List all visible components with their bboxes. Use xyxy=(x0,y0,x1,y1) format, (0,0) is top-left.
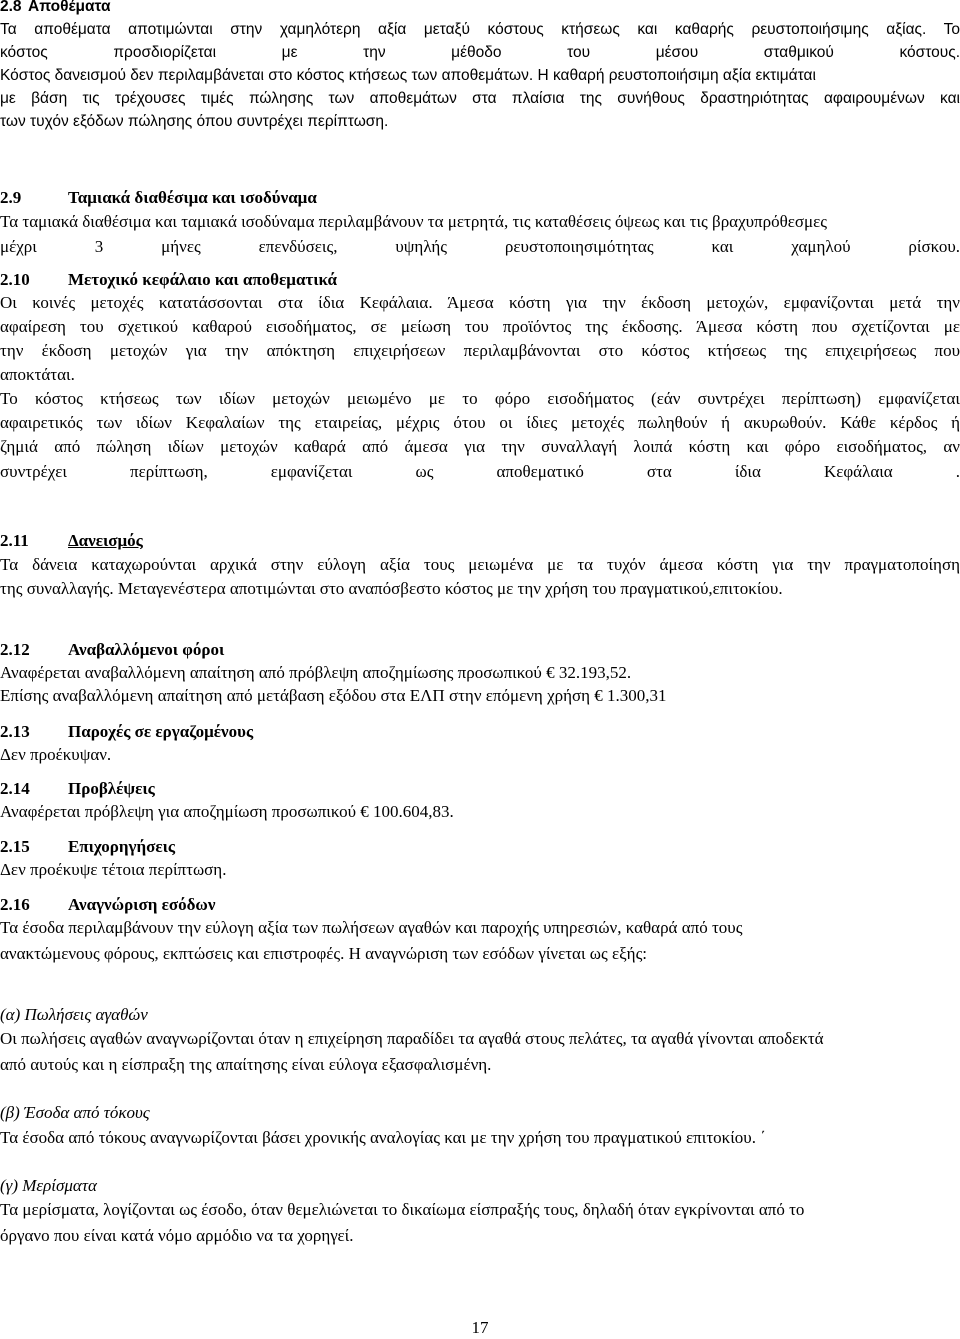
paragraph-line: Τα μερίσματα, λογίζονται ως έσοδο, όταν θεμελιώνεται το δικαίωμα είσπραξής τους, δηλαδή όταν εγκρίνονται από το xyxy=(0,1200,805,1219)
paragraph-line: Το κόστος κτήσεως των ιδίων μετοχών μειωμένο με το φόρο εισοδήματος (εάν συντρέχει περίπτωση) εμφανίζεται xyxy=(0,389,960,408)
paragraph-line: την έκδοση μετοχών για την απόκτηση επιχειρήσεων περιλαμβάνονται στο κόστος κτήσεως της επιχειρήσεως που xyxy=(0,341,960,360)
section-heading xyxy=(0,777,960,800)
paragraph-line: μέχρι 3 μήνες επενδύσεις, υψηλής ρευστοποιησιμότητας και χαμηλού ρίσκου. xyxy=(0,237,960,256)
paragraph-line: αφαίρεση του σχετικού καθαρού εισοδήματος, σε μείωση του προϊόντος της έκδοσης. Άμεσα κόστη που σχετίζονται με xyxy=(0,317,960,336)
section-number: 2.16 xyxy=(0,895,30,914)
paragraph-line: Οι κοινές μετοχές κατατάσσονται στα ίδια Κεφάλαια. Άμεσα κόστη για την έκδοση μετοχών, εμφανίζονται μετά την xyxy=(0,293,960,312)
subsection-title: (β) Έσοδα από τόκους xyxy=(0,1103,150,1122)
section-title: Αποθέματα xyxy=(28,0,111,15)
section-number: 2.15 xyxy=(0,837,30,856)
section-number: 2.13 xyxy=(0,722,30,741)
section-heading xyxy=(0,0,960,18)
section-number: 2.14 xyxy=(0,779,30,798)
section-number: 2.12 xyxy=(0,640,30,659)
paragraph-line: Τα αποθέματα αποτιμώνται στην χαμηλότερη αξία μεταξύ κόστους κτήσεως και καθαρής ρευστοποιήσιμης αξίας. Το xyxy=(0,21,960,38)
section-title: Επιχορηγήσεις xyxy=(68,837,176,856)
section-heading xyxy=(0,835,960,858)
section-title: Προβλέψεις xyxy=(68,779,155,798)
subsection-title: (γ) Μερίσματα xyxy=(0,1176,97,1195)
paragraph-line: της συναλλαγής. Μεταγενέστερα αποτιμώνται στο αναπόσβεστο κόστος με την χρήση του πραγματικού,επιτοκίου. xyxy=(0,579,783,598)
section-title: Δανεισμός xyxy=(68,531,143,550)
paragraph-line: με βάση τις τρέχουσες τιμές πώλησης των αποθεμάτων στα πλαίσια της συνήθους δραστηριότητας αφαιρουμένων και xyxy=(0,90,960,107)
paragraph-line: Δεν προέκυψε τέτοια περίπτωση. xyxy=(0,860,227,879)
paragraph-line: Επίσης αναβαλλόμενη απαίτηση από μετάβαση εξόδου στα ΕΛΠ στην επόμενη χρήση € 1.300,31 xyxy=(0,686,667,705)
paragraph-line: ζημιά από πώληση ιδίων μετοχών καθαρά από άμεσα για την συναλλαγή λοιπά κόστη και φόρο εισοδήματος, αν xyxy=(0,437,960,456)
section-heading xyxy=(0,268,960,291)
paragraph-line: Τα δάνεια καταχωρούνται αρχικά στην εύλογη αξία τους μειωμένα με τα τυχόν άμεσα κόστη για την πραγματοποίηση xyxy=(0,555,960,574)
paragraph-line: όργανο που είναι κατά νόμο αρμόδιο να τα χορηγεί. xyxy=(0,1226,354,1245)
paragraph-line: Δεν προέκυψαν. xyxy=(0,745,112,764)
section-number: 2.9 xyxy=(0,188,22,207)
paragraph-line: Κόστος δανεισμού δεν περιλαμβάνεται στο κόστος κτήσεως των αποθεμάτων. Η καθαρή ρευστοποιήσιμη αξία εκτιμάται xyxy=(0,67,816,84)
paragraph-line: αφαιρετικός των ιδίων Κεφαλαίων της εταιρείας, μέχρις ότου οι ίδιες μετοχές πωληθούν ή ακυρωθούν. Κάθε κέρδος ή xyxy=(0,413,960,432)
paragraph-line: Τα ταμιακά διαθέσιμα και ταμιακά ισοδύναμα περιλαμβάνουν τα μετρητά, τις καταθέσεις όψεως και τις βραχυπρόθεσμες xyxy=(0,212,828,231)
paragraph-line: αποκτάται. xyxy=(0,365,75,384)
section-number: 2.10 xyxy=(0,270,30,289)
paragraph-line: Αναφέρεται αναβαλλόμενη απαίτηση από πρόβλεψη αποζημίωσης προσωπικού € 32.193,52. xyxy=(0,663,632,682)
section-number: 2.11 xyxy=(0,531,29,550)
paragraph-line: κόστος προσδιορίζεται με την μέθοδο του μέσου σταθμικού κόστους. xyxy=(0,44,960,61)
paragraph-line: Οι πωλήσεις αγαθών αναγνωρίζονται όταν η επιχείρηση παραδίδει τα αγαθά στους πελάτες, τα αγαθά γίνονται αποδεκτά xyxy=(0,1029,824,1048)
section-number: 2.8 xyxy=(0,0,22,15)
subsection-title: (α) Πωλήσεις αγαθών xyxy=(0,1005,148,1024)
section-heading xyxy=(0,720,960,743)
section-heading xyxy=(0,893,960,916)
section-title: Αναγνώριση εσόδων xyxy=(68,895,216,914)
paragraph-line: ανακτώμενους φόρους, εκπτώσεις και επιστροφές. Η αναγνώριση των εσόδων γίνεται ως εξής: xyxy=(0,944,648,963)
section-heading xyxy=(0,529,960,552)
section-title: Μετοχικό κεφάλαιο και αποθεματικά xyxy=(68,270,337,289)
page-number: 17 xyxy=(471,1318,489,1337)
section-title: Παροχές σε εργαζομένους xyxy=(68,722,254,741)
paragraph-line: Αναφέρεται πρόβλεψη για αποζημίωση προσωπικού € 100.604,83. xyxy=(0,802,454,821)
paragraph-line: από αυτούς και η είσπραξη της απαίτησης είναι εύλογα εξασφαλισμένη. xyxy=(0,1055,492,1074)
section-title: Αναβαλλόμενοι φόροι xyxy=(68,640,225,659)
paragraph-line: Τα έσοδα περιλαμβάνουν την εύλογη αξία των πωλήσεων αγαθών και παροχής υπηρεσιών, καθαρά από τους xyxy=(0,918,743,937)
section-title: Ταμιακά διαθέσιμα και ισοδύναμα xyxy=(68,188,317,207)
paragraph-line: των τυχόν εξόδων πώλησης όπου συντρέχει περίπτωση. xyxy=(0,113,389,130)
paragraph-line: συντρέχει περίπτωση, εμφανίζεται ως αποθεματικό στα ίδια Κεφάλαια . xyxy=(0,462,960,481)
section-heading xyxy=(0,186,960,209)
paragraph-line: Τα έσοδα από τόκους αναγνωρίζονται βάσει χρονικής αναλογίας και με την χρήση του πραγματικού επιτοκίου. ΄ xyxy=(0,1128,766,1147)
section-heading xyxy=(0,638,960,661)
